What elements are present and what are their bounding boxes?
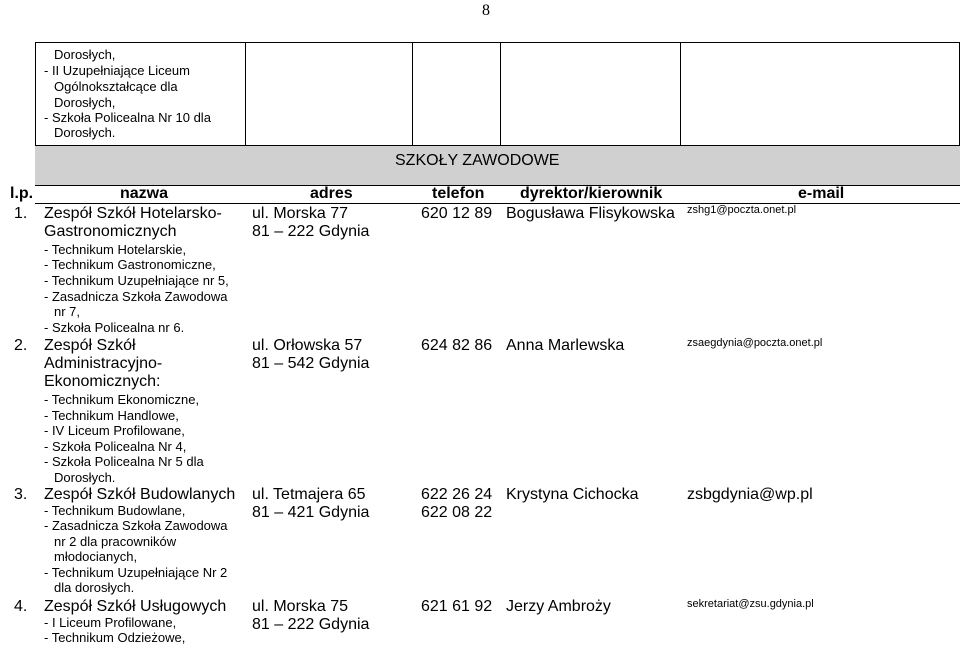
school-unit: - Szkoła Policealna Nr 5 dla — [44, 454, 204, 469]
director: Krystyna Cichocka — [506, 486, 639, 503]
phone: 624 82 86 — [421, 337, 493, 354]
school-name: Zespół Szkół Budowlanych — [44, 486, 236, 503]
row-lp: 3. — [14, 486, 28, 503]
section-title: SZKOŁY ZAWODOWE — [395, 152, 560, 169]
school-unit: - Technikum Budowlane, — [44, 503, 186, 518]
school-unit: - Szkoła Policealna nr 6. — [44, 320, 185, 335]
email-link[interactable]: sekretariat@zsu.gdynia.pl — [687, 598, 814, 610]
school-unit: - Szkoła Policealna Nr 4, — [44, 439, 187, 454]
school-name: Zespół Szkół — [44, 337, 136, 354]
phone: 621 61 92 — [421, 598, 493, 615]
intro-line: Ogólnokształcące dla — [54, 79, 178, 94]
email-link[interactable]: zsaegdynia@poczta.onet.pl — [687, 337, 823, 349]
header-dyrektor: dyrektor/kierownik — [520, 185, 663, 202]
school-unit: - Technikum Uzupełniające Nr 2 — [44, 565, 228, 580]
school-unit: Dorosłych. — [54, 470, 116, 485]
email-link[interactable]: zshg1@poczta.onet.pl — [687, 204, 797, 216]
intro-line: Dorosłych. — [54, 125, 116, 140]
page-number: 8 — [482, 2, 490, 19]
email-link[interactable]: zsbgdynia@wp.pl — [687, 486, 813, 503]
header-adres: adres — [310, 185, 353, 202]
address: ul. Morska 75 — [252, 598, 349, 615]
school-unit: - I Liceum Profilowane, — [44, 615, 177, 630]
intro-line: - Szkoła Policealna Nr 10 dla — [44, 110, 211, 125]
intro-line: Dorosłych, — [54, 47, 116, 62]
school-unit: - Technikum Ekonomiczne, — [44, 392, 200, 407]
school-unit: - IV Liceum Profilowane, — [44, 423, 185, 438]
address: 81 – 421 Gdynia — [252, 504, 370, 521]
phone: 620 12 89 — [421, 205, 493, 222]
school-unit: - Technikum Gastronomiczne, — [44, 257, 216, 272]
row-lp: 4. — [14, 598, 28, 615]
address: 81 – 222 Gdynia — [252, 223, 370, 240]
header-nazwa: nazwa — [120, 185, 169, 202]
header-email: e-mail — [798, 185, 845, 202]
header-telefon: telefon — [432, 185, 485, 202]
phone: 622 08 22 — [421, 504, 493, 521]
school-name: Gastronomicznych — [44, 223, 177, 240]
phone: 622 26 24 — [421, 486, 493, 503]
school-name: Zespół Szkół Hotelarsko- — [44, 205, 222, 222]
school-unit: - Technikum Odzieżowe, — [44, 630, 186, 645]
school-unit: - Technikum Handlowe, — [44, 408, 179, 423]
header-lp: l.p. — [10, 185, 34, 202]
school-unit: - Zasadnicza Szkoła Zawodowa — [44, 289, 228, 304]
school-unit: - Technikum Hotelarskie, — [44, 242, 187, 257]
school-unit: - Zasadnicza Szkoła Zawodowa — [44, 518, 228, 533]
intro-line: - II Uzupełniające Liceum — [44, 63, 190, 78]
address: ul. Orłowska 57 — [252, 337, 363, 354]
address: ul. Morska 77 — [252, 205, 349, 222]
director: Anna Marlewska — [506, 337, 625, 354]
address: ul. Tetmajera 65 — [252, 486, 366, 503]
school-name: Zespół Szkół Usługowych — [44, 598, 227, 615]
director: Jerzy Ambroży — [506, 598, 611, 615]
director: Bogusława Flisykowska — [506, 205, 675, 222]
intro-line: Dorosłych, — [54, 95, 116, 110]
address: 81 – 222 Gdynia — [252, 616, 370, 633]
school-name: Administracyjno- — [44, 355, 163, 372]
school-unit: dla dorosłych. — [54, 580, 135, 595]
school-unit: młodocianych, — [54, 549, 138, 564]
school-unit: nr 2 dla pracowników — [54, 534, 177, 549]
school-unit: nr 7, — [54, 304, 81, 319]
school-name: Ekonomicznych: — [44, 373, 161, 390]
address: 81 – 542 Gdynia — [252, 355, 370, 372]
row-lp: 2. — [14, 337, 28, 354]
row-lp: 1. — [14, 205, 28, 222]
school-unit: - Technikum Uzupełniające nr 5, — [44, 273, 229, 288]
